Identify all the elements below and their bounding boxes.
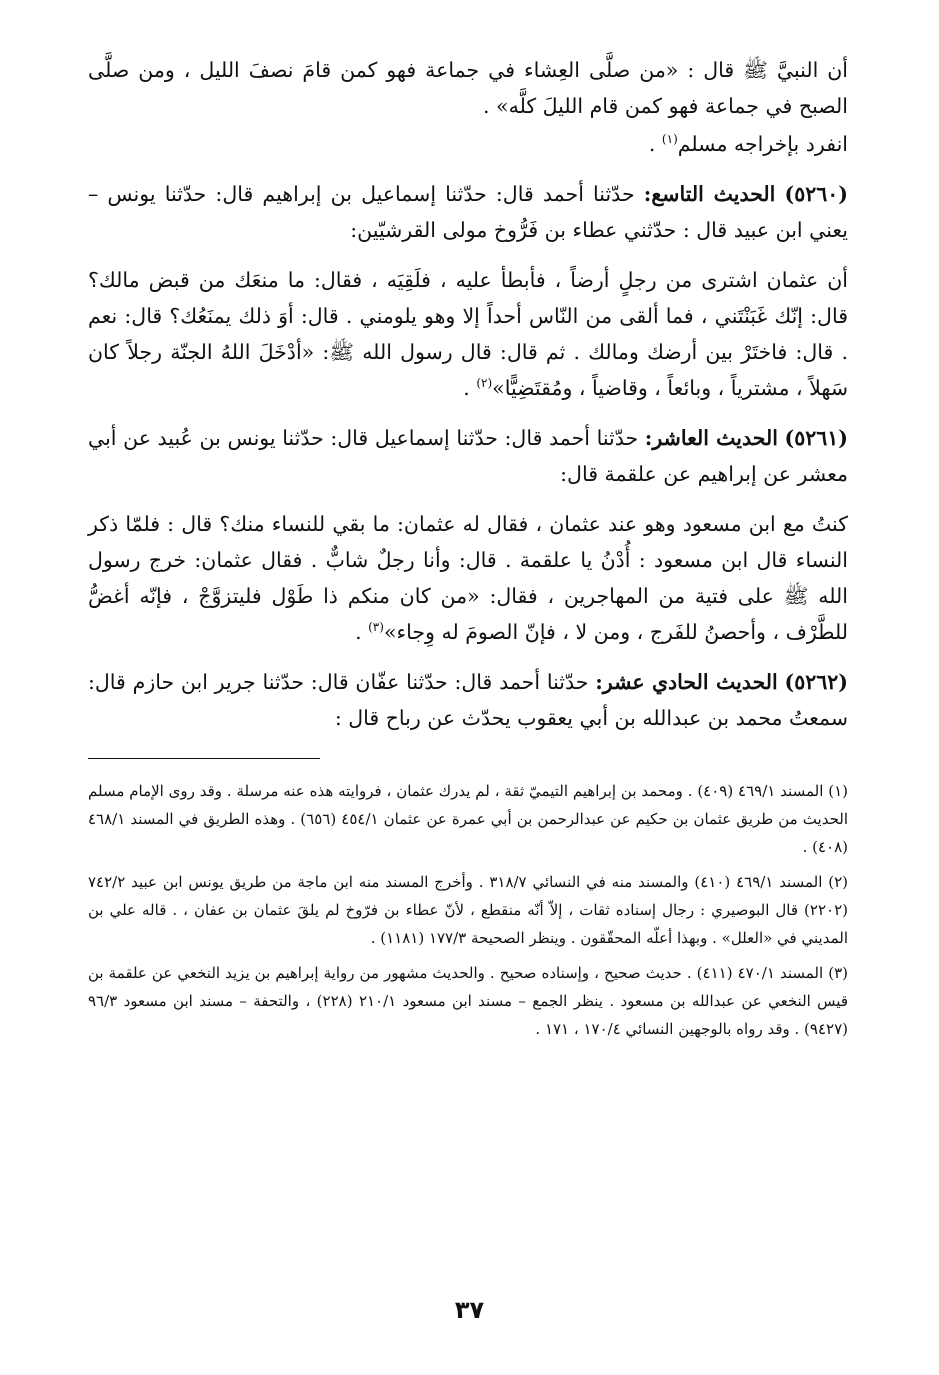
- page-number: ٣٧: [454, 1296, 485, 1324]
- hadith-9-text: [88, 262, 848, 406]
- hadith-10-matn: كنتُ مع ابن مسعود وهو عند عثمان ، فقال له عثمان: ما بقي للنساء منك؟ قال : فلمّا ذكر النساء قال ابن مسعود : أُدْنُ يا علقمة . قال: وأنا رجلٌ شابٌّ . فقال عثمان: خرج رسول الله ﷺ على فتية من المهاجرين ، فقال: «من كان منكم ذا طَوْل فليتزوَّجْ ، فإنّه أغضُّ للطَّرْف ، وأحصنُ للفَرج ، ومن لا ، فإنّ الصومَ له وِجاء»: [88, 512, 848, 644]
- page-content: [88, 52, 848, 1050]
- hadith-continuation-text: أن النبيَّ ﷺ قال : «من صلَّى العِشاء في جماعة فهو كمن قامَ نصفَ الليل ، ومن صلَّى الصبح في جماعة فهو كمن قام الليلَ كلَّه» .: [88, 58, 848, 118]
- footnote-1: (١) المسند ٤٦٩/١ (٤٠٩) . ومحمد بن إبراهيم التيميّ ثقة ، لم يدرك عثمان ، فروايته هذه عنه مرسلة . وقد روى الإمام مسلم الحديث من طريق عثمان بن حكيم عن عبدالرحمن بن أبي عمرة عن عثمان ٤٥٤/١ (٦٥٦) . وهذه الطريق في المسند ٤٦٨/١ (٤٠٨) .: [88, 782, 848, 856]
- takhrij-end: .: [648, 132, 662, 156]
- hadith-11-isnad: حدّثنا أحمد قال: حدّثنا عفّان قال: حدّثنا جرير ابن حازم قال: سمعتُ محمد بن عبدالله بن أبي يعقوب يحدّث عن رباح قال :: [88, 670, 848, 730]
- hadith-10-header: [88, 420, 848, 492]
- hadith-10-isnad: حدّثنا أحمد قال: حدّثنا إسماعيل قال: حدّثنا يونس بن عُبيد عن أبي معشر عن إبراهيم عن علقمة قال:: [88, 426, 848, 486]
- hadith-9-header: [88, 176, 848, 248]
- hadith-10-number: (٥٢٦١): [784, 426, 848, 450]
- footnote-3: (٣) المسند ٤٧٠/١ (٤١١) . حديث صحيح ، وإسناده صحيح . والحديث مشهور من رواية إبراهيم بن يزيد النخعي عن علقمة بن قيس النخعي عن عبدالله بن مسعود . ينظر الجمع – مسند ابن مسعود ٢١٠/١ (٢٢٨) ، والتحفة – مسند ابن مسعود ٩٦/٣ (٩٤٢٧) . وقد رواه بالوجهين النسائي ١٧٠/٤ ، ١٧١ .: [88, 964, 848, 1038]
- hadith-11-header: [88, 664, 848, 736]
- hadith-9-matn: أن عثمان اشترى من رجلٍ أرضاً ، فأبطأ عليه ، فلَقِيَه ، فقال: ما منعَك من قبض مالك؟ قال: إنّك غَبَنْتَني ، فما ألقى من النّاس أحداً إلا وهو يلومني . قال: أوَ ذلك يمنَعُك؟ قال: نعم . قال: فاختَرْ بين أرضك ومالك . ثم قال: قال رسول الله ﷺ: «أدْخَلَ اللهُ الجنّة رجلاً كان سَهلاً ، مشترياً ، وبائعاً ، وقاضياً ، ومُقتَضِيًّا»: [88, 268, 848, 400]
- hadith-9-end: .: [463, 376, 477, 400]
- footnote-ref-2[interactable]: (٢): [476, 376, 493, 391]
- footnote-ref-1[interactable]: (١): [661, 132, 678, 147]
- takhrij-text: انفرد بإخراجه مسلم: [677, 132, 848, 156]
- takhrij-note: [88, 126, 848, 162]
- footnote-divider: [88, 758, 320, 759]
- hadith-10-text: [88, 506, 848, 650]
- footnote-2: (٢) المسند ٤٦٩/١ (٤١٠) والمسند منه في النسائي ٣١٨/٧ . وأخرج المسند منه ابن ماجة من طريق يونس ابن عبيد ٧٤٢/٢ (٢٢٠٢) قال البوصيري : رجال إسناده ثقات ، إلاّ أنّه منقطع ، لأنّ عطاء بن فرّوخ لم يلقَ عثمان بن عفان ، . قاله علي بن المديني في «العلل» . وبهذا أعلّه المحقّقون . وينظر الصحيحة ١٧٧/٣ (١١٨١) .: [88, 873, 848, 947]
- hadith-11-title: الحديث الحادي عشر:: [595, 670, 778, 694]
- hadith-10-title: الحديث العاشر:: [644, 426, 778, 450]
- hadith-9-isnad: حدّثنا أحمد قال: حدّثنا إسماعيل بن إبراهيم قال: حدّثنا يونس – يعني ابن عبيد قال : حدّثني عطاء بن فَرُّوخ مولى القرشيّين:: [88, 182, 848, 242]
- footnote-ref-3[interactable]: (٣): [368, 620, 384, 635]
- hadith-11-number: (٥٢٦٢): [784, 670, 848, 694]
- hadith-9-number: (٥٢٦٠): [784, 182, 848, 206]
- footnotes: [88, 777, 848, 1043]
- hadith-10-end: .: [355, 620, 369, 644]
- hadith-9-title: الحديث التاسع:: [643, 182, 776, 206]
